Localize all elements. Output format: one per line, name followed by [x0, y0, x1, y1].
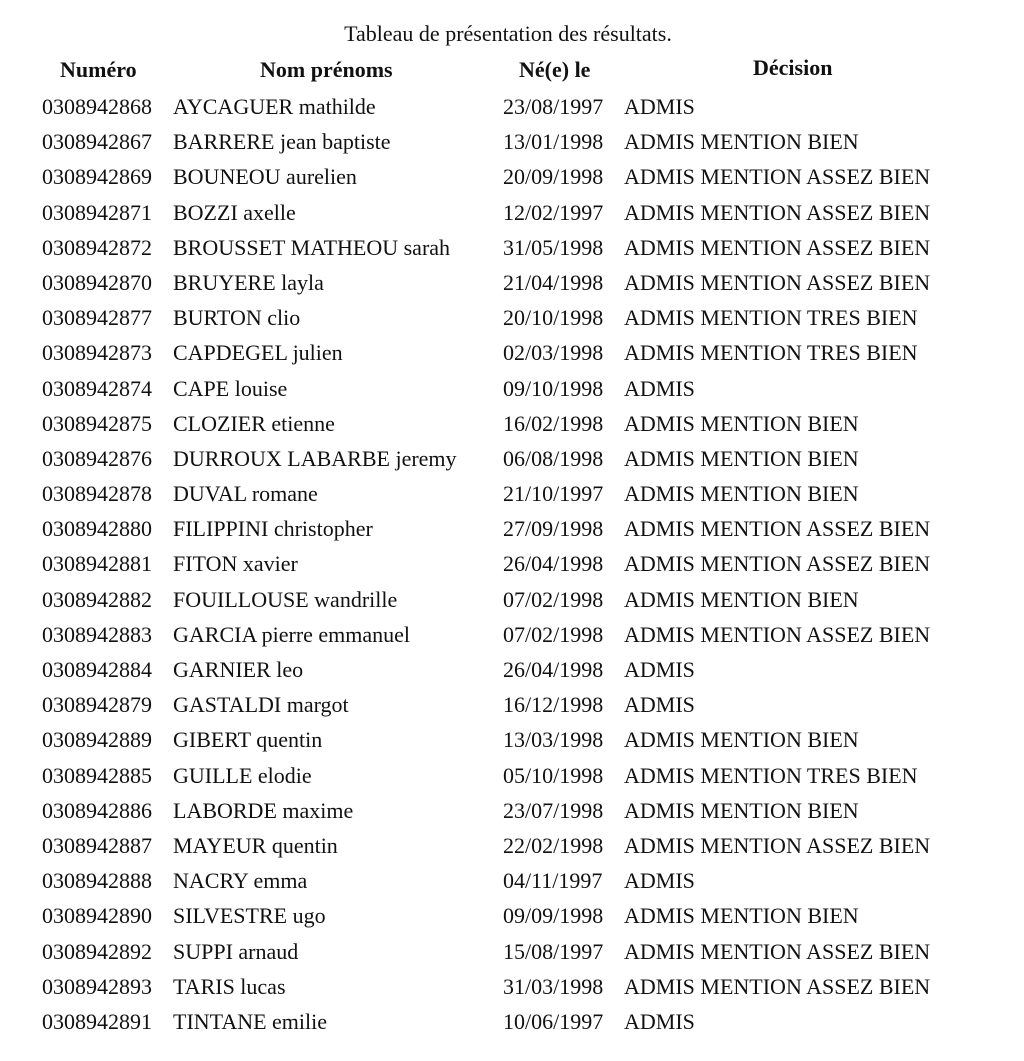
table-row — [0, 758, 1024, 793]
cell-decision: ADMIS MENTION ASSEZ BIEN — [624, 199, 931, 225]
cell-ne-le: 23/08/1997 — [503, 94, 604, 119]
table-row — [0, 582, 1024, 617]
cell-ne-le: 26/04/1998 — [503, 551, 604, 577]
cell-nom: GASTALDI margot — [173, 692, 349, 718]
cell-numero: 0308942888 — [42, 868, 152, 894]
cell-ne-le: 07/02/1998 — [503, 586, 604, 612]
cell-numero: 0308942882 — [42, 586, 152, 612]
cell-numero: 0308942884 — [42, 657, 152, 682]
column-header-numero: Numéro — [60, 57, 137, 82]
cell-numero: 0308942871 — [42, 199, 152, 225]
cell-nom: FILIPPINI christopher — [173, 516, 373, 542]
cell-decision: ADMIS MENTION ASSEZ BIEN — [624, 516, 931, 542]
cell-ne-le: 05/10/1998 — [503, 762, 604, 788]
cell-nom: GARNIER leo — [173, 657, 304, 682]
table-row — [0, 511, 1024, 546]
column-header-decision: Décision — [753, 55, 833, 80]
cell-numero: 0308942875 — [42, 410, 152, 436]
cell-numero: 0308942872 — [42, 234, 152, 260]
cell-numero: 0308942887 — [42, 832, 152, 858]
table-row — [0, 934, 1024, 969]
cell-nom: BOUNEOU aurelien — [173, 164, 357, 190]
cell-ne-le: 09/10/1998 — [503, 375, 604, 401]
cell-nom: DUVAL romane — [173, 481, 318, 507]
table-row — [0, 89, 1024, 124]
cell-nom: FITON xavier — [173, 551, 298, 577]
cell-ne-le: 20/10/1998 — [503, 305, 604, 331]
table-row — [0, 265, 1024, 300]
column-header-ne-le: Né(e) le — [519, 57, 591, 82]
cell-ne-le: 12/02/1997 — [503, 199, 604, 225]
cell-numero: 0308942878 — [42, 481, 152, 507]
cell-ne-le: 22/02/1998 — [503, 832, 604, 858]
table-row — [0, 230, 1024, 265]
cell-decision: ADMIS MENTION ASSEZ BIEN — [624, 551, 931, 577]
cell-nom: BROUSSET MATHEOU sarah — [173, 234, 451, 260]
cell-ne-le: 10/06/1997 — [503, 1008, 604, 1034]
cell-ne-le: 31/05/1998 — [503, 234, 604, 260]
table-row — [0, 617, 1024, 652]
cell-numero: 0308942868 — [42, 94, 152, 119]
cell-nom: SILVESTRE ugo — [173, 903, 326, 929]
cell-nom: GARCIA pierre emmanuel — [173, 621, 411, 647]
cell-decision: ADMIS — [624, 94, 695, 119]
table-row — [0, 476, 1024, 511]
table-row — [0, 406, 1024, 441]
cell-numero: 0308942886 — [42, 797, 152, 823]
table-row — [0, 969, 1024, 1004]
cell-ne-le: 02/03/1998 — [503, 340, 604, 366]
cell-numero: 0308942890 — [42, 903, 152, 929]
cell-decision: ADMIS MENTION BIEN — [624, 727, 859, 753]
cell-nom: TINTANE emilie — [173, 1008, 328, 1034]
cell-ne-le: 16/12/1998 — [503, 692, 604, 718]
cell-decision: ADMIS MENTION ASSEZ BIEN — [624, 164, 931, 190]
cell-decision: ADMIS MENTION BIEN — [624, 903, 859, 929]
cell-ne-le: 23/07/1998 — [503, 797, 604, 823]
cell-decision: ADMIS — [624, 1008, 695, 1034]
cell-decision: ADMIS MENTION BIEN — [624, 481, 859, 507]
cell-decision: ADMIS MENTION ASSEZ BIEN — [624, 973, 931, 999]
cell-nom: SUPPI arnaud — [173, 938, 299, 964]
cell-decision: ADMIS MENTION BIEN — [624, 586, 859, 612]
cell-numero: 0308942883 — [42, 621, 152, 647]
cell-ne-le: 26/04/1998 — [503, 657, 604, 682]
cell-nom: CAPDEGEL julien — [173, 340, 343, 366]
cell-nom: BARRERE jean baptiste — [173, 129, 391, 155]
table-row — [0, 195, 1024, 230]
table-row — [0, 546, 1024, 581]
cell-numero: 0308942885 — [42, 762, 152, 788]
cell-decision: ADMIS MENTION TRES BIEN — [624, 762, 918, 788]
cell-nom: BRUYERE layla — [173, 269, 324, 295]
table-row — [0, 335, 1024, 370]
cell-ne-le: 13/01/1998 — [503, 129, 604, 155]
table-row — [0, 652, 1024, 687]
table-row — [0, 371, 1024, 406]
cell-ne-le: 16/02/1998 — [503, 410, 604, 436]
cell-ne-le: 09/09/1998 — [503, 903, 604, 929]
table-row — [0, 159, 1024, 194]
cell-numero: 0308942873 — [42, 340, 152, 366]
page-title: Tableau de présentation des résultats. — [344, 21, 672, 46]
cell-numero: 0308942877 — [42, 305, 152, 331]
cell-nom: NACRY emma — [173, 868, 308, 894]
cell-decision: ADMIS MENTION ASSEZ BIEN — [624, 621, 931, 647]
cell-numero: 0308942870 — [42, 269, 152, 295]
cell-decision: ADMIS MENTION ASSEZ BIEN — [624, 234, 931, 260]
cell-numero: 0308942879 — [42, 692, 152, 718]
cell-decision: ADMIS MENTION BIEN — [624, 797, 859, 823]
cell-decision: ADMIS MENTION ASSEZ BIEN — [624, 269, 931, 295]
cell-nom: MAYEUR quentin — [173, 832, 338, 858]
cell-decision: ADMIS — [624, 692, 695, 718]
cell-numero: 0308942880 — [42, 516, 152, 542]
cell-ne-le: 21/10/1997 — [503, 481, 604, 507]
cell-ne-le: 27/09/1998 — [503, 516, 604, 542]
table-row — [0, 863, 1024, 898]
cell-decision: ADMIS MENTION ASSEZ BIEN — [624, 832, 931, 858]
results-table — [0, 89, 1024, 1039]
cell-numero: 0308942874 — [42, 375, 152, 401]
table-row — [0, 793, 1024, 828]
cell-decision: ADMIS MENTION BIEN — [624, 129, 859, 155]
table-row — [0, 441, 1024, 476]
cell-nom: CAPE louise — [173, 375, 288, 401]
cell-decision: ADMIS MENTION TRES BIEN — [624, 340, 918, 366]
cell-numero: 0308942892 — [42, 938, 152, 964]
cell-nom: AYCAGUER mathilde — [173, 94, 376, 119]
cell-numero: 0308942891 — [42, 1008, 152, 1034]
cell-numero: 0308942893 — [42, 973, 152, 999]
cell-ne-le: 06/08/1998 — [503, 445, 604, 471]
cell-ne-le: 21/04/1998 — [503, 269, 604, 295]
cell-ne-le: 07/02/1998 — [503, 621, 604, 647]
table-row — [0, 1004, 1024, 1039]
table-row — [0, 898, 1024, 933]
cell-numero: 0308942881 — [42, 551, 152, 577]
cell-ne-le: 04/11/1997 — [503, 868, 603, 894]
cell-numero: 0308942869 — [42, 164, 152, 190]
cell-ne-le: 20/09/1998 — [503, 164, 604, 190]
cell-numero: 0308942876 — [42, 445, 152, 471]
cell-numero: 0308942867 — [42, 129, 152, 155]
cell-decision: ADMIS — [624, 657, 695, 682]
cell-nom: FOUILLOUSE wandrille — [173, 586, 398, 612]
column-header-nom-prenoms: Nom prénoms — [260, 57, 393, 82]
cell-nom: GIBERT quentin — [173, 727, 323, 753]
cell-nom: DURROUX LABARBE jeremy — [173, 445, 457, 471]
cell-nom: GUILLE elodie — [173, 762, 312, 788]
cell-decision: ADMIS — [624, 868, 695, 894]
table-row — [0, 124, 1024, 159]
cell-ne-le: 13/03/1998 — [503, 727, 604, 753]
cell-decision: ADMIS — [624, 375, 695, 401]
cell-nom: CLOZIER etienne — [173, 410, 335, 436]
cell-nom: LABORDE maxime — [173, 797, 354, 823]
cell-nom: TARIS lucas — [173, 973, 286, 999]
cell-decision: ADMIS MENTION TRES BIEN — [624, 305, 918, 331]
table-row — [0, 722, 1024, 757]
cell-decision: ADMIS MENTION BIEN — [624, 410, 859, 436]
cell-ne-le: 31/03/1998 — [503, 973, 604, 999]
cell-decision: ADMIS MENTION ASSEZ BIEN — [624, 938, 931, 964]
cell-decision: ADMIS MENTION BIEN — [624, 445, 859, 471]
cell-nom: BURTON clio — [173, 305, 301, 331]
table-row — [0, 828, 1024, 863]
cell-nom: BOZZI axelle — [173, 199, 296, 225]
table-row — [0, 687, 1024, 722]
cell-ne-le: 15/08/1997 — [503, 938, 604, 964]
table-row — [0, 300, 1024, 335]
cell-numero: 0308942889 — [42, 727, 152, 753]
